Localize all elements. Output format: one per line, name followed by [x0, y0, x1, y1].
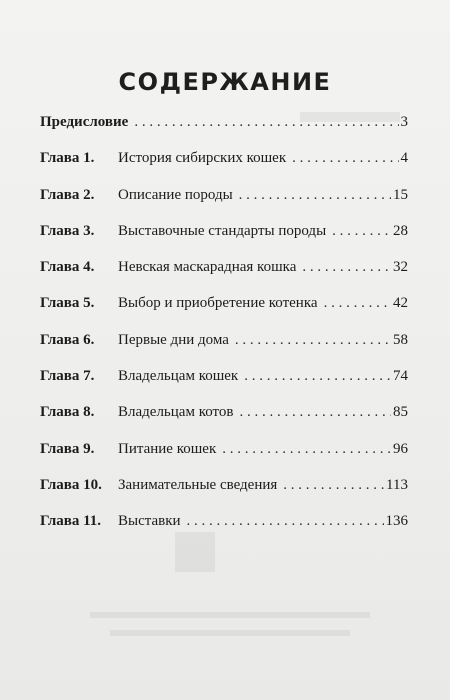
show-through-bar-4 — [110, 630, 350, 636]
dot-leader — [283, 477, 384, 494]
dot-leader — [239, 187, 391, 204]
chapter-number: Глава 5. — [40, 295, 95, 312]
toc-entry-chapter[interactable] — [40, 295, 408, 331]
chapter-title: Занимательные сведения — [118, 476, 278, 493]
dot-leader — [222, 441, 391, 458]
chapter-title: Описание породы — [118, 186, 233, 203]
chapter-number: Глава 4. — [40, 259, 95, 276]
toc-page-number: 15 — [393, 186, 408, 203]
toc-page-number: 74 — [393, 368, 408, 385]
toc-entry-chapter[interactable] — [40, 259, 408, 295]
toc-page-number: 136 — [385, 513, 408, 530]
dot-leader — [239, 404, 391, 421]
dot-leader — [244, 368, 391, 385]
toc-entry-intro[interactable] — [40, 114, 408, 150]
toc-page-number: 4 — [400, 150, 408, 167]
chapter-title: Невская маскарадная кошка — [118, 259, 297, 276]
toc-entry-chapter[interactable] — [40, 150, 408, 186]
toc-entry-chapter[interactable] — [40, 441, 408, 477]
toc-entry-chapter[interactable] — [40, 223, 408, 259]
show-through-bar-3 — [90, 612, 370, 618]
chapter-number: Глава 1. — [40, 150, 95, 167]
toc-page-number: 32 — [393, 259, 408, 276]
chapter-title: Первые дни дома — [118, 331, 229, 348]
toc-entry-chapter[interactable] — [40, 332, 408, 368]
page-title: СОДЕРЖАНИЕ — [118, 68, 332, 96]
chapter-number: Глава 8. — [40, 404, 95, 421]
dot-leader — [134, 114, 398, 131]
chapter-title: История сибирских кошек — [118, 150, 287, 167]
chapter-title: Владельцам кошек — [118, 368, 239, 385]
toc-page-number: 113 — [386, 476, 408, 493]
chapter-number: Глава 10. — [40, 476, 102, 493]
toc-entry-chapter[interactable] — [40, 404, 408, 440]
chapter-number: Глава 2. — [40, 186, 95, 203]
toc-entry-chapter[interactable] — [40, 513, 408, 549]
toc-entry-chapter[interactable] — [40, 477, 408, 513]
toc-page-number: 28 — [393, 222, 408, 239]
dot-leader — [235, 332, 391, 349]
toc-entry-chapter[interactable] — [40, 187, 408, 223]
toc-page-number: 96 — [393, 440, 408, 457]
toc-page-number: 3 — [400, 114, 408, 130]
toc-intro-label: Предисловие — [40, 114, 129, 130]
chapter-number: Глава 9. — [40, 440, 95, 457]
chapter-title: Выставки — [118, 513, 181, 530]
dot-leader — [324, 295, 391, 312]
dot-leader — [332, 223, 391, 240]
toc-page-number: 85 — [393, 404, 408, 421]
dot-leader — [302, 259, 391, 276]
chapter-number: Глава 3. — [40, 222, 95, 239]
chapter-number: Глава 11. — [40, 513, 102, 530]
chapter-title: Выставочные стандарты породы — [118, 222, 327, 239]
toc-page-number: 58 — [393, 331, 408, 348]
toc-entry-chapter[interactable] — [40, 368, 408, 404]
dot-leader — [292, 150, 398, 167]
toc-page-number: 42 — [393, 295, 408, 312]
chapter-number: Глава 6. — [40, 331, 95, 348]
chapter-title: Выбор и приобретение котенка — [118, 295, 318, 312]
chapter-number: Глава 7. — [40, 368, 95, 385]
dot-leader — [187, 513, 384, 530]
chapter-title: Питание кошек — [118, 440, 217, 457]
table-of-contents — [40, 114, 408, 550]
chapter-title: Владельцам котов — [118, 404, 234, 421]
